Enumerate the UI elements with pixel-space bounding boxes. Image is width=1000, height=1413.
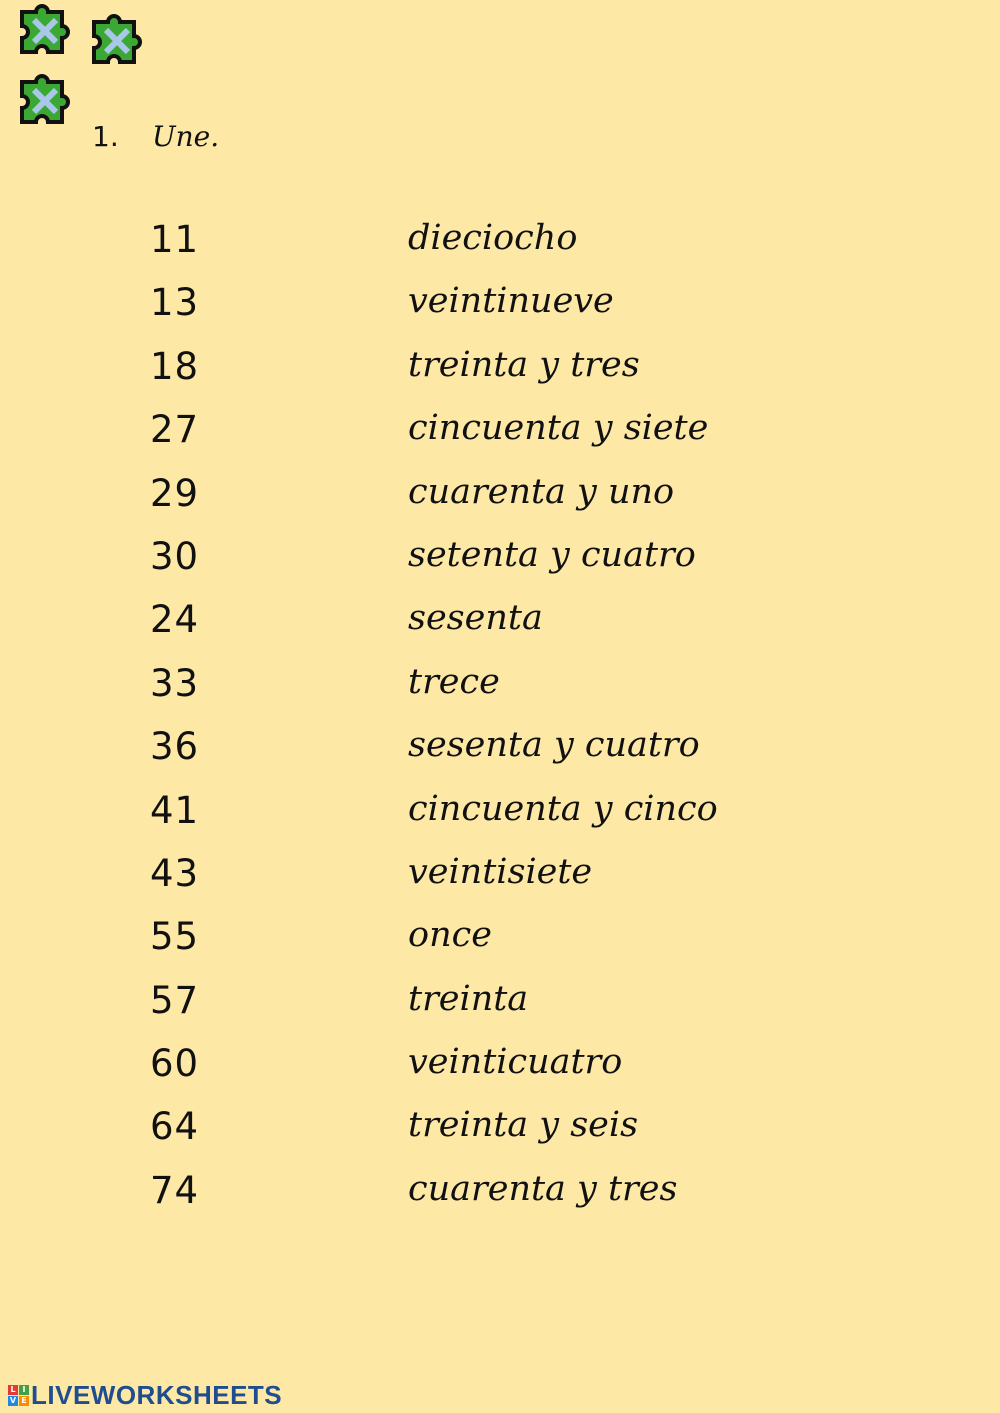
list-item [0,785,1000,848]
puzzle-piece-icon [94,16,140,62]
number-item[interactable]: 18 [150,344,200,388]
number-item[interactable]: 57 [150,978,200,1022]
list-item [0,531,1000,594]
number-item[interactable]: 33 [150,661,200,705]
list-item [0,468,1000,531]
brand-footer [8,1380,282,1410]
task-number: 1. [92,120,119,153]
word-item[interactable]: sesenta [408,598,543,639]
word-item[interactable]: cuarenta y tres [408,1168,678,1209]
logo-letter: I [19,1385,29,1395]
list-item [0,277,1000,340]
word-item[interactable]: once [408,915,492,956]
word-item[interactable]: sesenta y cuatro [408,725,700,766]
number-item[interactable]: 29 [150,471,200,515]
word-item[interactable]: veintinueve [408,281,614,322]
word-item[interactable]: treinta [408,978,529,1019]
brand-name: LIVEWORKSHEETS [31,1379,283,1410]
list-item [0,1038,1000,1101]
list-item [0,594,1000,657]
number-item[interactable]: 60 [150,1042,200,1086]
task-instruction: Une. [152,120,220,153]
word-item[interactable]: treinta y seis [408,1105,639,1146]
word-item[interactable]: cincuenta y siete [408,408,709,449]
number-item[interactable]: 41 [150,788,200,832]
number-item[interactable]: 30 [150,534,200,578]
number-item[interactable]: 74 [150,1168,200,1212]
list-item [0,341,1000,404]
puzzle-pieces-icon [8,4,158,144]
word-item[interactable]: cuarenta y uno [408,471,675,512]
word-item[interactable]: cincuenta y cinco [408,788,718,829]
word-item[interactable]: veinticuatro [408,1042,623,1083]
number-item[interactable]: 13 [150,281,200,325]
logo-letter: E [19,1396,29,1406]
word-item[interactable]: veintisiete [408,851,593,892]
number-item[interactable]: 43 [150,851,200,895]
word-item[interactable]: treinta y tres [408,344,640,385]
list-item [0,1101,1000,1164]
word-item[interactable]: setenta y cuatro [408,534,696,575]
number-item[interactable]: 11 [150,218,200,261]
list-item [0,975,1000,1038]
brand-logo-icon [8,1385,29,1406]
list-item [0,658,1000,721]
list-item [0,1165,1000,1228]
word-item[interactable]: dieciocho [408,218,578,258]
logo-letter: L [8,1385,18,1395]
list-item [0,911,1000,974]
number-item[interactable]: 36 [150,725,200,769]
matching-list [0,214,1000,1228]
puzzle-piece-icon [22,76,68,122]
list-item [0,848,1000,911]
list-item [0,404,1000,467]
logo-letter: V [9,1395,17,1405]
list-item [0,214,1000,277]
word-item[interactable]: trece [408,661,500,702]
number-item[interactable]: 55 [150,915,200,959]
list-item [0,721,1000,784]
number-item[interactable]: 27 [150,408,200,452]
number-item[interactable]: 24 [150,598,200,642]
number-item[interactable]: 64 [150,1105,200,1149]
puzzle-piece-icon [22,6,68,52]
